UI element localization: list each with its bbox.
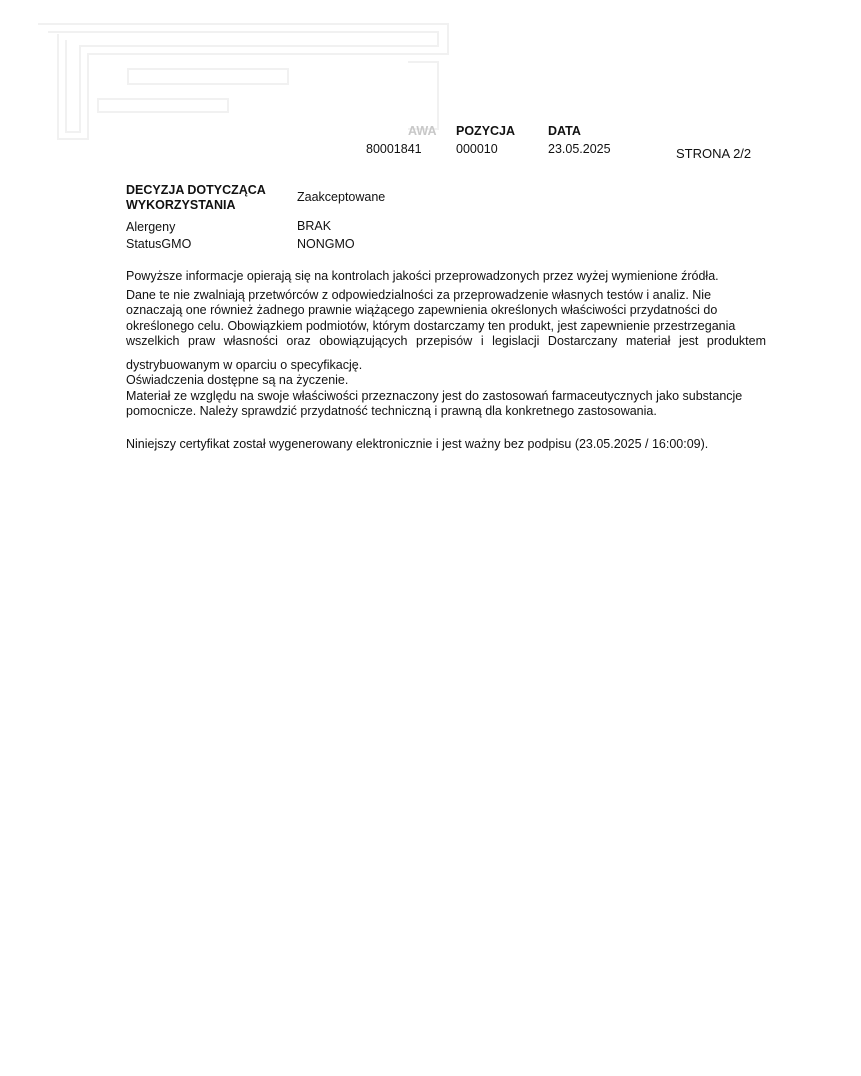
header-position-value: 000010	[456, 142, 498, 156]
justified-word: obowiązujących	[319, 334, 408, 349]
header-position-label: POZYCJA	[456, 124, 516, 138]
justified-word: własności	[223, 334, 278, 349]
gmo-status-label: StatusGMO	[126, 237, 192, 251]
gmo-status-value: NONGMO	[297, 237, 355, 251]
justified-word: jest	[678, 334, 699, 349]
paragraph-disclaimer: Dane te nie zwalniają przetwórców z odpowiedzialności za przeprowadzenie własnych testów i analiz. Nie oznaczają one również żadnego prawnie wiążącego zapewnienia określonych właściwości przydatności do określonego celu. Obowiązkiem podmiotów, którym dostarczamy ten produkt, jest zapewnienie przestrzegania wszelkich praw własności oraz obowiązujących przepisów i legislacji Dostarczany materiał jest produktem	[126, 288, 766, 349]
justified-word: Dostarczany	[547, 334, 618, 349]
header-col1-value: 80001841	[366, 142, 422, 156]
paragraph-electronic-certificate: Niniejszy certyfikat został wygenerowany elektronicznie i jest ważny bez podpisu (23.05.2025 / 16:00:09).	[126, 437, 709, 451]
justified-word: przepisów	[416, 334, 473, 349]
justified-line	[126, 334, 766, 349]
justified-word: legislacji	[492, 334, 540, 349]
page-number: STRONA 2/2	[676, 146, 752, 161]
justified-word: wszelkich	[126, 334, 180, 349]
decision-value: Zaakceptowane	[297, 190, 386, 204]
header-date-label: DATA	[548, 124, 581, 138]
justified-word: i	[480, 334, 484, 349]
decision-label: DECYZJA DOTYCZĄCA WYKORZYSTANIA	[126, 183, 266, 212]
header-col1-label: AWA	[408, 124, 437, 138]
allergens-label: Alergeny	[126, 220, 176, 234]
header-date-value: 23.05.2025	[548, 142, 611, 156]
justified-word: produktem	[706, 334, 766, 349]
paragraph-sources: Powyższe informacje opierają się na kontrolach jakości przeprowadzonych przez wyżej wymienione źródła.	[126, 269, 719, 283]
paragraph-specification: dystrybuowanym w oparciu o specyfikację. Oświadczenia dostępne są na życzenie. Materiał ze względu na swoje właściwości przeznaczony jest do zastosowań farmaceutycznych jako substancje pomocnicze. Należy sprawdzić przydatność techniczną i prawną dla konkretnego zastosowania.	[126, 358, 743, 419]
allergens-value: BRAK	[297, 219, 332, 233]
justified-word: praw	[188, 334, 216, 349]
justified-word: materiał	[625, 334, 671, 349]
justified-word: oraz	[286, 334, 311, 349]
logo-watermark	[28, 14, 458, 149]
